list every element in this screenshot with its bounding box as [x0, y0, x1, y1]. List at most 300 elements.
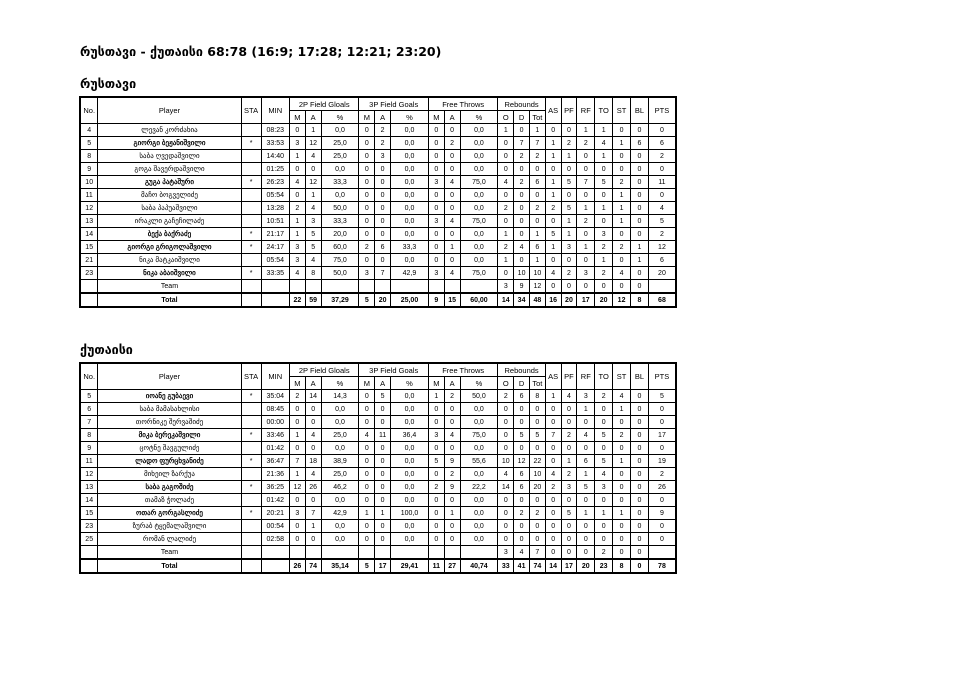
- stat-st: 0: [613, 228, 631, 241]
- stat-st: 1: [613, 507, 631, 520]
- player-name: ლადო ფურცხვანიძე: [98, 455, 241, 468]
- player-minutes: 01:25: [261, 163, 289, 176]
- stat-to: 0: [595, 533, 613, 546]
- stat-pf_pct: 0,0: [460, 494, 498, 507]
- team-stat-pf: 0: [561, 280, 577, 294]
- stat-a3: 0: [375, 202, 391, 215]
- stat-o: 0: [498, 137, 514, 150]
- total-stat-a2: 74: [305, 559, 321, 573]
- stat-rf: 3: [577, 390, 595, 403]
- stat-a3: 0: [375, 254, 391, 267]
- stat-mf: 0: [428, 442, 444, 455]
- stat-af: 2: [444, 468, 460, 481]
- stat-to: 0: [595, 520, 613, 533]
- stat-p2: 75,0: [321, 254, 359, 267]
- team-row-empty: [460, 546, 498, 560]
- stat-rf: 3: [577, 267, 595, 280]
- header-player: Player: [98, 363, 241, 390]
- stat-tot: 0: [529, 533, 545, 546]
- player-name: მაჩო ბოგველიძე: [98, 189, 241, 202]
- player-minutes: 00:54: [261, 520, 289, 533]
- subheader-tot: Tot: [529, 111, 545, 124]
- stat-bl: 0: [631, 390, 649, 403]
- stat-pf_pct: 75,0: [460, 267, 498, 280]
- team-row-empty: [444, 280, 460, 294]
- stat-as: 7: [545, 429, 561, 442]
- total-stat-a3: 20: [375, 293, 391, 307]
- stat-as: 0: [545, 520, 561, 533]
- stat-pf: 0: [561, 254, 577, 267]
- player-row: [80, 429, 676, 442]
- stat-p3: 0,0: [391, 150, 429, 163]
- stat-af: 2: [444, 390, 460, 403]
- header-min: MIN: [261, 363, 289, 390]
- player-row: [80, 189, 676, 202]
- player-row: [80, 494, 676, 507]
- stat-pts: 6: [648, 254, 676, 267]
- stat-a2: 1: [305, 189, 321, 202]
- stat-as: 0: [545, 215, 561, 228]
- player-number: 23: [80, 267, 98, 280]
- player-number: 14: [80, 228, 98, 241]
- stat-rf: 1: [577, 507, 595, 520]
- stat-d: 6: [514, 468, 530, 481]
- stat-rf: 0: [577, 416, 595, 429]
- team-row-pts: [648, 280, 676, 294]
- stat-m3: 0: [359, 533, 375, 546]
- stat-p2: 50,0: [321, 202, 359, 215]
- stat-pf: 5: [561, 507, 577, 520]
- player-minutes: 14:40: [261, 150, 289, 163]
- stat-tot: 0: [529, 416, 545, 429]
- player-minutes: 08:45: [261, 403, 289, 416]
- stat-a2: 5: [305, 228, 321, 241]
- player-number: 23: [80, 520, 98, 533]
- stat-pf_pct: 0,0: [460, 442, 498, 455]
- stat-tot: 10: [529, 267, 545, 280]
- player-starter-mark: *: [241, 455, 261, 468]
- stat-p3: 0,0: [391, 228, 429, 241]
- header-pf: PF: [561, 97, 577, 124]
- header-pts: PTS: [648, 97, 676, 124]
- stat-p2: 0,0: [321, 520, 359, 533]
- stat-bl: 0: [631, 507, 649, 520]
- stat-a3: 6: [375, 241, 391, 254]
- player-starter-mark: *: [241, 429, 261, 442]
- total-row-min: [261, 559, 289, 573]
- player-minutes: 33:35: [261, 267, 289, 280]
- stat-bl: 0: [631, 416, 649, 429]
- player-number: 12: [80, 468, 98, 481]
- stat-m3: 0: [359, 163, 375, 176]
- team-row: [80, 280, 676, 294]
- stat-mf: 0: [428, 202, 444, 215]
- stat-o: 0: [498, 442, 514, 455]
- stat-a2: 4: [305, 429, 321, 442]
- team-row-sta: [241, 280, 261, 294]
- stat-p3: 0,0: [391, 494, 429, 507]
- player-name: საბა მამასახლისი: [98, 403, 241, 416]
- player-minutes: 35:04: [261, 390, 289, 403]
- total-row-no: [80, 559, 98, 573]
- total-stat-d: 41: [514, 559, 530, 573]
- player-minutes: 01:42: [261, 494, 289, 507]
- stat-st: 0: [613, 442, 631, 455]
- team-row-pts: [648, 546, 676, 560]
- stat-rf: 1: [577, 202, 595, 215]
- stat-rf: 0: [577, 442, 595, 455]
- stat-as: 1: [545, 176, 561, 189]
- stat-tot: 20: [529, 481, 545, 494]
- stat-af: 0: [444, 254, 460, 267]
- stat-tot: 1: [529, 254, 545, 267]
- stat-m3: 3: [359, 267, 375, 280]
- stat-m3: 0: [359, 124, 375, 137]
- total-stat-mf: 9: [428, 293, 444, 307]
- player-row: [80, 241, 676, 254]
- stat-mf: 0: [428, 403, 444, 416]
- total-stat-as: 14: [545, 559, 561, 573]
- stat-p2: 25,0: [321, 150, 359, 163]
- stat-to: 0: [595, 442, 613, 455]
- subheader-o: O: [498, 377, 514, 390]
- stat-o: 0: [498, 215, 514, 228]
- stat-to: 3: [595, 481, 613, 494]
- stat-af: 0: [444, 520, 460, 533]
- stat-p3: 0,0: [391, 124, 429, 137]
- stat-bl: 0: [631, 533, 649, 546]
- team-stat-to: 2: [595, 546, 613, 560]
- total-stat-a3: 17: [375, 559, 391, 573]
- player-number: 12: [80, 202, 98, 215]
- stat-tot: 0: [529, 494, 545, 507]
- stat-mf: 2: [428, 481, 444, 494]
- stat-p2: 0,0: [321, 124, 359, 137]
- stat-a2: 12: [305, 137, 321, 150]
- stat-rf: 2: [577, 137, 595, 150]
- stat-o: 10: [498, 455, 514, 468]
- stat-mf: 0: [428, 189, 444, 202]
- stat-a3: 0: [375, 468, 391, 481]
- stat-p2: 25,0: [321, 137, 359, 150]
- stat-m2: 0: [289, 520, 305, 533]
- stat-d: 0: [514, 215, 530, 228]
- stat-d: 2: [514, 176, 530, 189]
- stat-af: 0: [444, 228, 460, 241]
- stat-pts: 0: [648, 189, 676, 202]
- stat-mf: 0: [428, 150, 444, 163]
- stat-m2: 3: [289, 137, 305, 150]
- stat-pf_pct: 0,0: [460, 163, 498, 176]
- total-stat-st: 8: [613, 559, 631, 573]
- stat-m2: 2: [289, 202, 305, 215]
- player-number: 5: [80, 390, 98, 403]
- stat-bl: 6: [631, 137, 649, 150]
- player-row: [80, 481, 676, 494]
- stat-m3: 0: [359, 137, 375, 150]
- stat-st: 0: [613, 520, 631, 533]
- total-stat-m3: 5: [359, 293, 375, 307]
- stat-pf_pct: 0,0: [460, 533, 498, 546]
- stat-m2: 3: [289, 241, 305, 254]
- total-row: [80, 293, 676, 307]
- subheader-pct: %: [391, 377, 429, 390]
- player-number: 8: [80, 429, 98, 442]
- team-stat-st: 0: [613, 546, 631, 560]
- player-starter-mark: [241, 468, 261, 481]
- stat-m2: 4: [289, 267, 305, 280]
- header-rf: RF: [577, 363, 595, 390]
- stat-tot: 6: [529, 241, 545, 254]
- stat-pf: 2: [561, 267, 577, 280]
- stat-to: 0: [595, 215, 613, 228]
- player-number: 9: [80, 442, 98, 455]
- stat-d: 0: [514, 254, 530, 267]
- stat-o: 2: [498, 241, 514, 254]
- stat-a2: 0: [305, 403, 321, 416]
- stat-to: 5: [595, 455, 613, 468]
- team-row-empty: [321, 280, 359, 294]
- player-name: ცოტნე შავგულიძე: [98, 442, 241, 455]
- header-st: ST: [613, 363, 631, 390]
- stat-m3: 0: [359, 228, 375, 241]
- subheader-d: D: [514, 111, 530, 124]
- stat-rf: 0: [577, 520, 595, 533]
- total-row-label: Total: [98, 559, 241, 573]
- stat-p2: 50,0: [321, 267, 359, 280]
- game-title: რუსთავი - ქუთაისი 68:78 (16:9; 17:28; 12:21; 23:20): [80, 44, 442, 59]
- stat-pf: 0: [561, 403, 577, 416]
- stat-pts: 0: [648, 442, 676, 455]
- player-name: მიხეილ ზარქუა: [98, 468, 241, 481]
- stat-d: 7: [514, 137, 530, 150]
- stat-d: 0: [514, 202, 530, 215]
- stat-af: 0: [444, 163, 460, 176]
- stat-pf_pct: 0,0: [460, 416, 498, 429]
- stat-d: 0: [514, 403, 530, 416]
- player-row: [80, 520, 676, 533]
- stat-af: 9: [444, 455, 460, 468]
- stat-o: 0: [498, 403, 514, 416]
- stat-o: 0: [498, 429, 514, 442]
- player-row: [80, 403, 676, 416]
- stat-o: 1: [498, 254, 514, 267]
- stat-pts: 0: [648, 533, 676, 546]
- stat-p2: 33,3: [321, 215, 359, 228]
- header-row: [80, 97, 676, 111]
- total-stat-o: 33: [498, 559, 514, 573]
- total-stat-tot: 48: [529, 293, 545, 307]
- stat-as: 0: [545, 442, 561, 455]
- total-row-label: Total: [98, 293, 241, 307]
- stat-o: 0: [498, 520, 514, 533]
- stat-pf_pct: 0,0: [460, 254, 498, 267]
- stat-mf: 0: [428, 241, 444, 254]
- team-title-rustavi: რუსთავი: [80, 76, 137, 91]
- stat-bl: 1: [631, 241, 649, 254]
- player-starter-mark: [241, 163, 261, 176]
- stat-m3: 2: [359, 241, 375, 254]
- subheader-pct: %: [321, 377, 359, 390]
- stat-rf: 0: [577, 228, 595, 241]
- stat-a3: 0: [375, 533, 391, 546]
- stat-af: 9: [444, 481, 460, 494]
- stat-rf: 1: [577, 468, 595, 481]
- player-starter-mark: *: [241, 267, 261, 280]
- total-stat-to: 23: [595, 559, 613, 573]
- stat-a2: 0: [305, 163, 321, 176]
- stat-o: 2: [498, 390, 514, 403]
- stat-bl: 0: [631, 228, 649, 241]
- team-row-no: [80, 280, 98, 294]
- stat-as: 0: [545, 455, 561, 468]
- stat-mf: 3: [428, 215, 444, 228]
- player-row: [80, 150, 676, 163]
- stat-st: 2: [613, 241, 631, 254]
- team-stat-d: 9: [514, 280, 530, 294]
- stat-d: 2: [514, 150, 530, 163]
- stat-pts: 9: [648, 507, 676, 520]
- stat-m3: 0: [359, 189, 375, 202]
- stat-d: 0: [514, 442, 530, 455]
- team-row-label: Team: [98, 546, 241, 560]
- stat-m3: 1: [359, 507, 375, 520]
- header-st: ST: [613, 97, 631, 124]
- stat-o: 0: [498, 163, 514, 176]
- player-row: [80, 254, 676, 267]
- stat-as: 0: [545, 254, 561, 267]
- stat-rf: 5: [577, 481, 595, 494]
- player-minutes: 13:28: [261, 202, 289, 215]
- stat-pf: 4: [561, 390, 577, 403]
- stat-m2: 7: [289, 455, 305, 468]
- stat-a3: 7: [375, 267, 391, 280]
- player-starter-mark: [241, 403, 261, 416]
- stat-as: 1: [545, 189, 561, 202]
- stat-a3: 2: [375, 137, 391, 150]
- stat-to: 0: [595, 189, 613, 202]
- header-3p-field-goals: 3P Field Goals: [359, 97, 428, 111]
- player-starter-mark: [241, 202, 261, 215]
- stat-as: 0: [545, 416, 561, 429]
- stat-mf: 1: [428, 390, 444, 403]
- player-starter-mark: *: [241, 137, 261, 150]
- subheader-a: A: [444, 377, 460, 390]
- stat-to: 0: [595, 494, 613, 507]
- player-number: 11: [80, 189, 98, 202]
- stat-m3: 0: [359, 455, 375, 468]
- stat-pf: 2: [561, 468, 577, 481]
- stat-af: 0: [444, 533, 460, 546]
- stat-pts: 0: [648, 163, 676, 176]
- header-sta: STA: [241, 363, 261, 390]
- stat-af: 1: [444, 507, 460, 520]
- player-row: [80, 468, 676, 481]
- total-stat-p3: 25,00: [391, 293, 429, 307]
- stat-tot: 0: [529, 215, 545, 228]
- stat-p3: 0,0: [391, 137, 429, 150]
- stat-pf: 3: [561, 481, 577, 494]
- player-name: თამაზ ჭოლაძე: [98, 494, 241, 507]
- stat-bl: 0: [631, 189, 649, 202]
- stat-bl: 0: [631, 124, 649, 137]
- stat-d: 2: [514, 507, 530, 520]
- stat-af: 0: [444, 442, 460, 455]
- header-no: No.: [80, 97, 98, 124]
- player-starter-mark: *: [241, 481, 261, 494]
- stat-to: 2: [595, 267, 613, 280]
- team-stat-d: 4: [514, 546, 530, 560]
- stat-p2: 0,0: [321, 189, 359, 202]
- stat-d: 0: [514, 533, 530, 546]
- player-starter-mark: [241, 416, 261, 429]
- player-row: [80, 176, 676, 189]
- stat-p2: 33,3: [321, 176, 359, 189]
- player-number: 4: [80, 124, 98, 137]
- stat-m2: 0: [289, 416, 305, 429]
- total-stat-rf: 20: [577, 559, 595, 573]
- stat-a2: 4: [305, 468, 321, 481]
- stat-pf: 5: [561, 202, 577, 215]
- header-bl: BL: [631, 363, 649, 390]
- player-minutes: 21:36: [261, 468, 289, 481]
- stat-pf_pct: 0,0: [460, 137, 498, 150]
- stat-a2: 1: [305, 124, 321, 137]
- total-stat-pf_pct: 60,00: [460, 293, 498, 307]
- player-row: [80, 267, 676, 280]
- stat-tot: 2: [529, 150, 545, 163]
- stat-as: 1: [545, 150, 561, 163]
- stat-pf_pct: 0,0: [460, 241, 498, 254]
- stat-m2: 2: [289, 390, 305, 403]
- player-starter-mark: *: [241, 241, 261, 254]
- stat-bl: 0: [631, 520, 649, 533]
- stat-af: 0: [444, 150, 460, 163]
- stat-a2: 4: [305, 150, 321, 163]
- stat-to: 3: [595, 228, 613, 241]
- header-rebounds: Rebounds: [498, 363, 545, 377]
- stat-to: 0: [595, 163, 613, 176]
- total-row-no: [80, 293, 98, 307]
- stat-af: 0: [444, 494, 460, 507]
- stat-mf: 0: [428, 520, 444, 533]
- stat-o: 1: [498, 124, 514, 137]
- stat-p3: 42,9: [391, 267, 429, 280]
- stat-bl: 0: [631, 442, 649, 455]
- stat-as: 2: [545, 481, 561, 494]
- stat-p3: 0,0: [391, 442, 429, 455]
- total-stat-pf_pct: 40,74: [460, 559, 498, 573]
- team-stat-o: 3: [498, 546, 514, 560]
- stat-af: 0: [444, 189, 460, 202]
- stat-pts: 12: [648, 241, 676, 254]
- stat-m2: 1: [289, 150, 305, 163]
- stat-to: 5: [595, 176, 613, 189]
- total-row: [80, 559, 676, 573]
- stat-to: 1: [595, 254, 613, 267]
- stat-m2: 0: [289, 442, 305, 455]
- stat-a2: 0: [305, 442, 321, 455]
- stat-st: 1: [613, 403, 631, 416]
- stat-mf: 3: [428, 176, 444, 189]
- stat-pts: 0: [648, 124, 676, 137]
- player-name: თორნიკე შერვაშიძე: [98, 416, 241, 429]
- player-starter-mark: [241, 124, 261, 137]
- team-row-empty: [305, 546, 321, 560]
- team-row-empty: [321, 546, 359, 560]
- stat-m2: 0: [289, 533, 305, 546]
- stat-rf: 1: [577, 403, 595, 416]
